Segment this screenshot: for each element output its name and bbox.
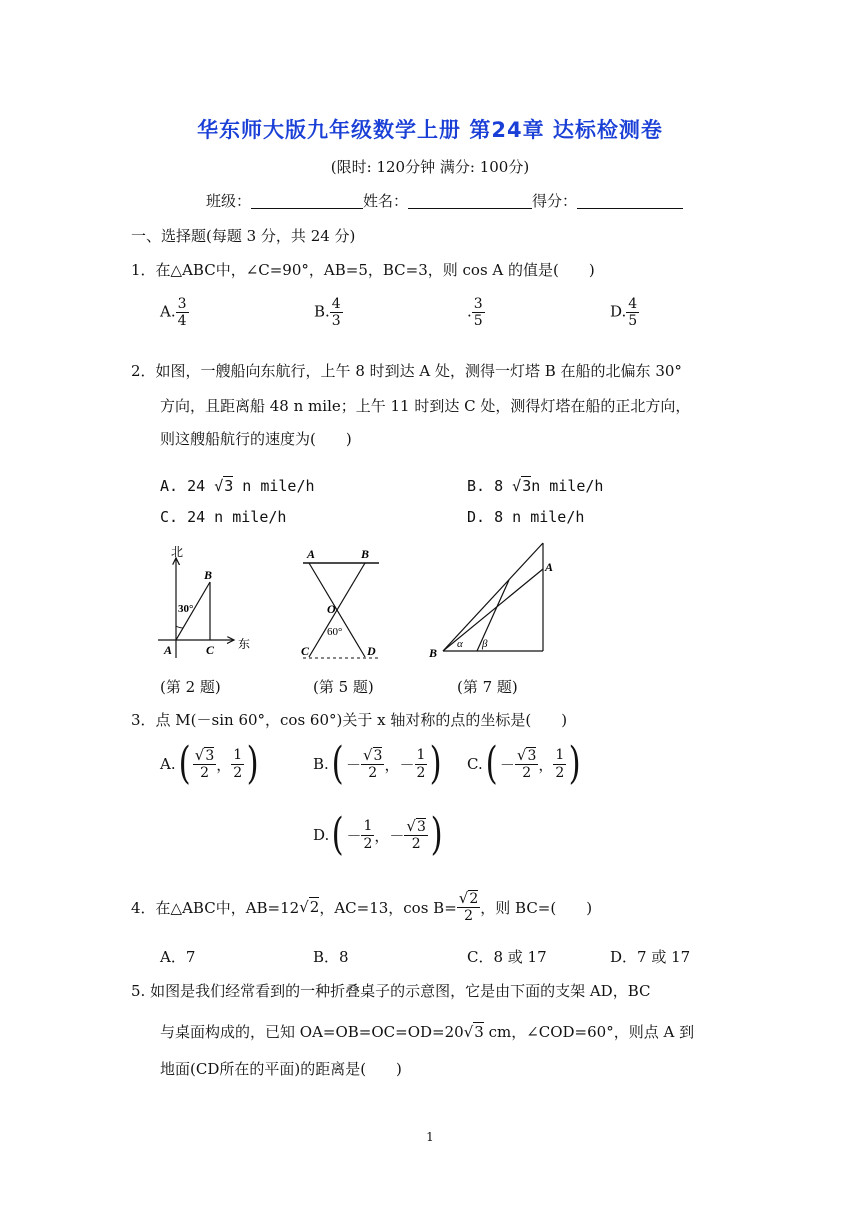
svg-text:B: B	[361, 547, 370, 561]
q4-option-d: D．7 或 17	[610, 948, 691, 966]
q4-option-a: A．7	[160, 948, 196, 966]
q1-option-d: D. $\frac{4}{5}$	[610, 296, 638, 330]
name-label: 姓名：	[363, 192, 409, 210]
svg-text:B: B	[204, 568, 213, 582]
svg-text:A: A	[307, 547, 316, 561]
exam-subtitle: (限时: 120分钟 满分: 100分)	[330, 158, 530, 176]
question-1-stem: 1．在△ABC中，∠C=90°，AB=5，BC=3，则 cos A 的值是( )	[131, 261, 595, 279]
figure-7-caption: (第 7 题)	[457, 678, 518, 696]
svg-text:B: B	[429, 646, 438, 660]
hypotenuse-long	[443, 543, 543, 651]
svg-text:α: α	[457, 638, 463, 650]
svg-text:O: O	[327, 602, 336, 616]
north-label: 北	[171, 545, 184, 559]
q2-option-b: B. 8 √3n mile/h	[467, 477, 604, 495]
figure-2-caption: (第 2 题)	[160, 678, 221, 696]
score-blank	[577, 192, 683, 209]
svg-text:A: A	[545, 560, 554, 574]
q2-option-d: D. 8 n mile/h	[467, 508, 585, 526]
q3-option-d: D. ( － $\frac{1}{2}$ ， － $\frac{√3}{2}$ )	[313, 809, 443, 860]
svg-text:C: C	[301, 644, 310, 658]
q2-option-a: A. 24 √3 n mile/h	[160, 477, 315, 495]
question-5-line1: 5. 如图是我们经常看到的一种折叠桌子的示意图，它是由下面的支架 AD，BC	[131, 982, 651, 1000]
q4-option-b: B．8	[313, 948, 349, 966]
section-heading: 一、选择题(每题 3 分，共 24 分)	[131, 227, 356, 245]
page-title: 华东师大版九年级数学上册 第24章 达标检测卷	[197, 118, 663, 142]
svg-text:D: D	[367, 644, 376, 658]
q4-option-c: C．8 或 17	[467, 948, 547, 966]
student-info-row	[206, 190, 683, 211]
svg-text:C: C	[206, 643, 215, 657]
figure-2-diagram	[150, 540, 260, 665]
east-label: 东	[238, 637, 251, 651]
figure-5-caption: (第 5 题)	[313, 678, 374, 696]
score-label: 得分：	[532, 192, 578, 210]
question-4-stem: 4．在△ABC中，AB=12 √2 ，AC=13，cos B= $\frac{√2}{2}$ ，则 BC=( )	[131, 889, 593, 925]
q1-option-b: B. $\frac{4}{3}$	[314, 296, 341, 330]
svg-text:30°: 30°	[178, 603, 194, 615]
figure-7-diagram	[425, 535, 555, 660]
question-5-line3: 地面(CD所在的平面)的距离是( )	[160, 1060, 402, 1078]
svg-text:60°: 60°	[327, 626, 343, 638]
question-3-stem: 3．点 M(－sin 60°，cos 60°)关于 x 轴对称的点的坐标是( )	[131, 711, 568, 729]
question-2-line2: 方向，且距离船 48 n mile；上午 11 时到达 C 处，测得灯塔在船的正北方向，	[160, 397, 691, 415]
question-2-line1: 2．如图，一艘船向东航行，上午 8 时到达 A 处，测得一灯塔 B 在船的北偏东 30°	[131, 362, 682, 380]
svg-text:β: β	[482, 638, 488, 650]
class-label: 班级：	[206, 192, 252, 210]
q2-option-c: C. 24 n mile/h	[160, 508, 287, 526]
q1-option-c: . $\frac{3}{5}$	[467, 296, 483, 330]
class-blank	[251, 192, 363, 209]
q3-option-c: C. ( － $\frac{√3}{2}$ ， $\frac{1}{2}$ )	[467, 738, 581, 789]
figure-5-diagram	[295, 545, 395, 665]
q3-option-a: A. ( $\frac{√3}{2}$ ， $\frac{1}{2}$ )	[160, 738, 259, 789]
name-blank	[408, 192, 532, 209]
svg-text:A: A	[164, 643, 173, 657]
page-number: 1	[426, 1130, 434, 1144]
question-2-line3: 则这艘船航行的速度为( )	[160, 430, 352, 448]
q3-option-b: B. ( － $\frac{√3}{2}$ ， － $\frac{1}{2}$ )	[313, 738, 443, 789]
question-5-line2: 与桌面构成的，已知 OA=OB=OC=OD=20√3 cm，∠COD=60°，则点 A 到	[160, 1023, 695, 1041]
q1-option-a: A. $\frac{3}{4}$	[160, 296, 187, 330]
